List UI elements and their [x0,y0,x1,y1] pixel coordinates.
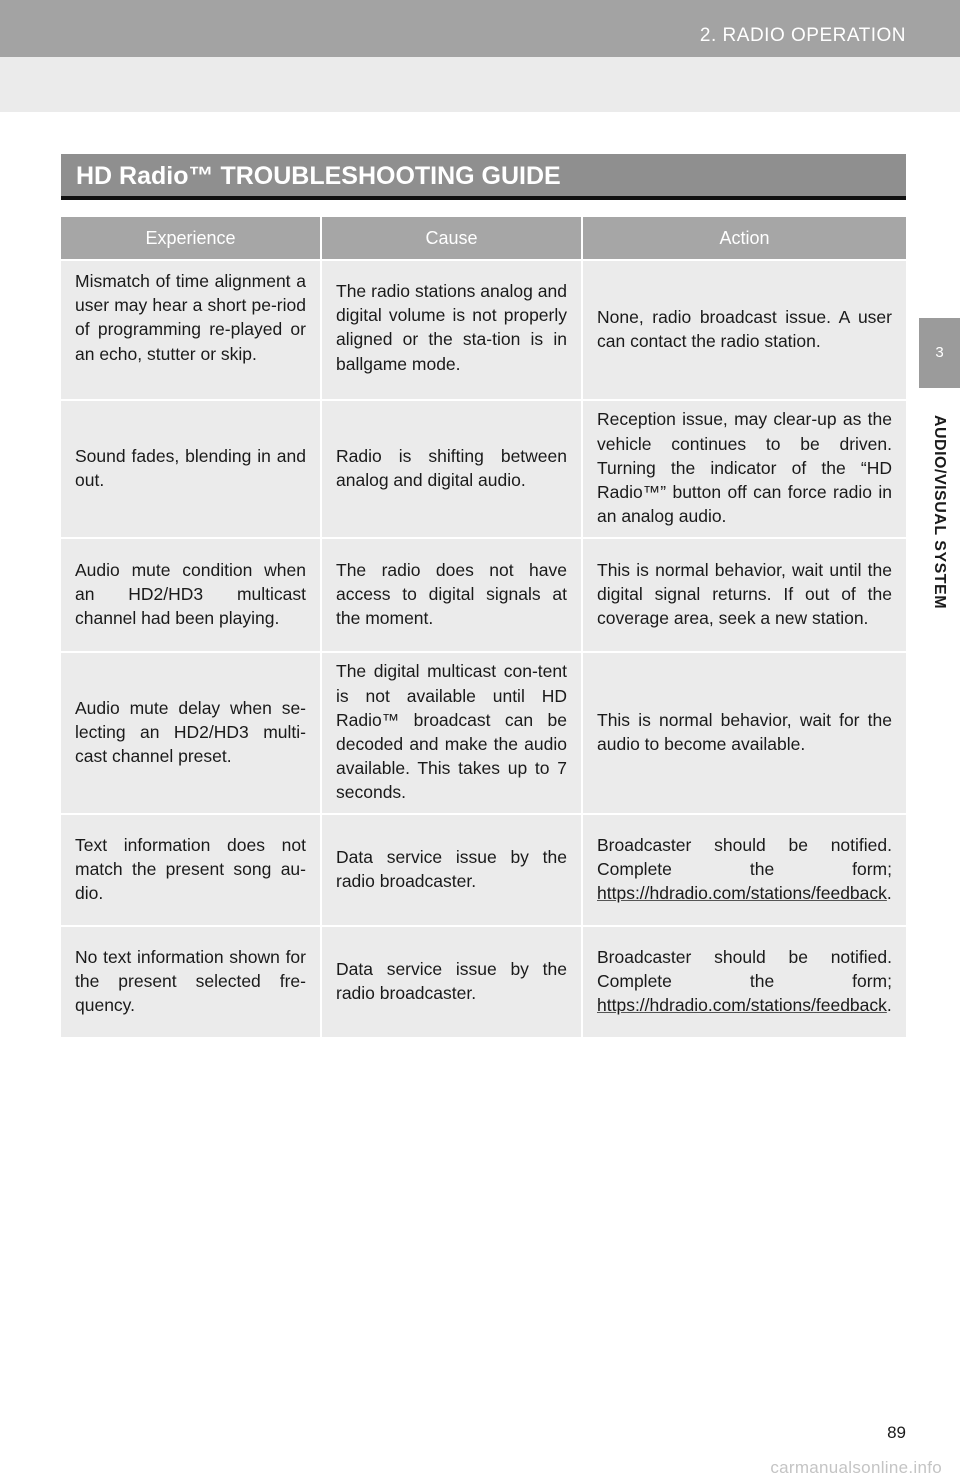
action-cell: Reception issue, may clear-up as the vehicle continues to be driven. Turning the indicator of the “HD Radio™” button off can force radio in an analog audio. [583,401,906,539]
action-cell: This is normal behavior, wait for the audio to become available. [583,653,906,815]
table-row [61,261,906,401]
cause-cell: The digital multicast con-tent is not available until HD Radio™ broadcast can be decoded and make the audio available. This takes up to 7 seconds. [322,653,583,815]
table-row [61,401,906,539]
table-row [61,815,906,927]
action-cell [583,815,906,927]
chapter-number: 3 [935,344,944,361]
cause-cell: Data service issue by the radio broadcaster. [322,927,583,1039]
action-end: . [886,995,892,1016]
experience-cell: Sound fades, blending in and out. [61,401,322,539]
table-row [61,927,906,1039]
chapter-label: AUDIO/VISUAL SYSTEM [931,414,948,610]
action-cell [583,927,906,1039]
header-band [0,57,960,112]
header-bar [0,0,960,57]
action-text: Broadcaster should be notified. Complete the form; [597,946,892,991]
guide-title-bar [61,154,906,200]
table-row [61,539,906,653]
cause-cell: Radio is shifting between analog and digital audio. [322,401,583,539]
cause-cell: The radio does not have access to digital signals at the moment. [322,539,583,653]
column-header-experience: Experience [61,217,322,261]
troubleshooting-table [61,217,906,1039]
experience-cell: Audio mute delay when se-lecting an HD2/HD3 multi-cast channel preset. [61,653,322,815]
cause-cell: Data service issue by the radio broadcaster. [322,815,583,927]
action-end: . [886,883,892,904]
action-text: Broadcaster should be notified. Complete the form; [597,834,892,879]
feedback-link[interactable]: https://hdradio.com/stations/feedback [597,995,887,1016]
page-number: 89 [887,1423,906,1442]
action-cell: None, radio broadcast issue. A user can contact the radio station. [583,261,906,401]
column-header-cause: Cause [322,217,583,261]
experience-cell: Text information does not match the present song au-dio. [61,815,322,927]
guide-title: HD Radio™ TROUBLESHOOTING GUIDE [76,162,561,190]
table-row [61,653,906,815]
watermark: carmanualsonline.info [770,1458,942,1477]
experience-cell: Audio mute condition when an HD2/HD3 multicast channel had been playing. [61,539,322,653]
cause-cell: The radio stations analog and digital volume is not properly aligned or the sta-tion is in ballgame mode. [322,261,583,401]
experience-cell: No text information shown for the present selected fre-quency. [61,927,322,1039]
column-header-action: Action [583,217,906,261]
section-header: 2. RADIO OPERATION [699,25,906,46]
table-header-row [61,217,906,261]
action-cell: This is normal behavior, wait until the digital signal returns. If out of the coverage area, seek a new station. [583,539,906,653]
experience-cell: Mismatch of time alignment a user may hear a short pe-riod of programming re-played or an echo, stutter or skip. [61,261,322,401]
feedback-link[interactable]: https://hdradio.com/stations/feedback [597,883,887,904]
